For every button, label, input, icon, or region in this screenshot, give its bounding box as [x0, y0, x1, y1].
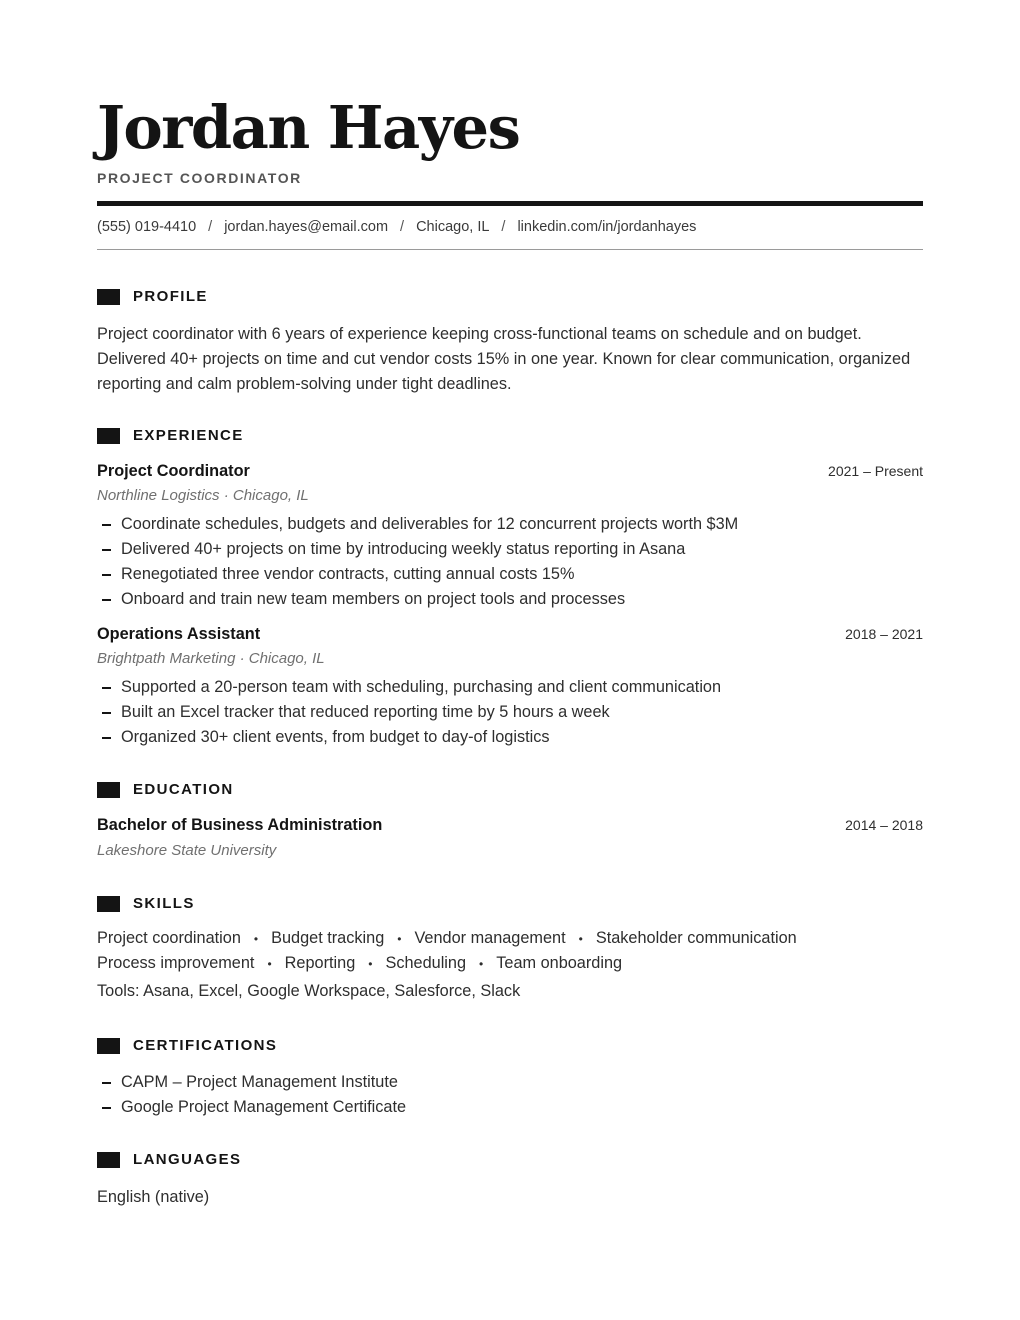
certification-list: [102, 1070, 406, 1120]
bullet-dot-icon: •: [397, 931, 402, 946]
dash-icon: [102, 687, 111, 689]
header-divider-thick: [97, 201, 923, 206]
profile-line: Delivered 40+ projects on time and cut vendor costs 15% in one year. Known for clear communication, organized: [97, 350, 911, 368]
candidate-name: Jordan Hayes: [97, 93, 520, 162]
dash-icon: [102, 549, 111, 551]
dash-icon: [102, 1082, 111, 1084]
bullet-item: Coordinate schedules, budgets and deliverables for 12 concurrent projects worth $3M: [102, 512, 738, 537]
certification-item: CAPM – Project Management Institute: [102, 1070, 406, 1095]
bullet-item: Onboard and train new team members on project tools and processes: [102, 587, 738, 612]
job-title: Project Coordinator: [97, 462, 250, 480]
skill-item: Vendor management: [414, 929, 566, 947]
school-name: Lakeshore State University: [97, 842, 277, 859]
contact-line: [97, 219, 923, 235]
contact-separator: /: [400, 219, 405, 235]
skills-row: [97, 929, 797, 948]
dash-icon: [102, 737, 111, 739]
profile-line: reporting and calm problem-solving under tight deadlines.: [97, 375, 512, 393]
education-dates: 2014 – 2018: [845, 817, 923, 833]
bullet-dot-icon: •: [578, 931, 583, 946]
languages-text: English (native): [97, 1188, 210, 1206]
section-marker: [97, 782, 120, 798]
contact-linkedin[interactable]: linkedin.com/in/jordanhayes: [517, 219, 697, 235]
section-heading-education: [97, 781, 234, 798]
bullet-dot-icon: •: [368, 956, 373, 971]
job-organization: Brightpath Marketing · Chicago, IL: [97, 650, 325, 667]
skill-item: Project coordination: [97, 929, 241, 947]
section-heading-profile: [97, 288, 208, 305]
section-marker: [97, 428, 120, 444]
job-organization: Northline Logistics · Chicago, IL: [97, 487, 309, 504]
job-header: [97, 625, 923, 644]
section-marker: [97, 1038, 120, 1054]
profile-line: Project coordinator with 6 years of experience keeping cross-functional teams on schedule and on budget.: [97, 325, 862, 343]
education-header: [97, 816, 923, 835]
skills-row: [97, 954, 622, 973]
contact-separator: /: [208, 219, 213, 235]
dash-icon: [102, 712, 111, 714]
certification-item: Google Project Management Certificate: [102, 1095, 406, 1120]
skills-tools: Tools: Asana, Excel, Google Workspace, Salesforce, Slack: [97, 982, 521, 1000]
section-marker: [97, 289, 120, 305]
job-dates: 2021 – Present: [828, 463, 923, 479]
bullet-item: Renegotiated three vendor contracts, cutting annual costs 15%: [102, 562, 738, 587]
skill-item: Scheduling: [385, 954, 467, 972]
section-marker: [97, 1152, 120, 1168]
dash-icon: [102, 1107, 111, 1109]
bullet-item: Supported a 20-person team with scheduling, purchasing and client communication: [102, 675, 721, 700]
header-divider-thin: [97, 249, 923, 250]
section-marker: [97, 896, 120, 912]
candidate-role: PROJECT COORDINATOR: [97, 170, 302, 186]
profile-summary: [97, 322, 923, 397]
bullet-item: Built an Excel tracker that reduced reporting time by 5 hours a week: [102, 700, 721, 725]
bullet-dot-icon: •: [479, 956, 484, 971]
section-heading-label: CERTIFICATIONS: [133, 1037, 278, 1054]
bullet-item: Delivered 40+ projects on time by introducing weekly status reporting in Asana: [102, 537, 738, 562]
bullet-item: Organized 30+ client events, from budget to day-of logistics: [102, 725, 721, 750]
section-heading-languages: [97, 1151, 241, 1168]
section-heading-label: SKILLS: [133, 895, 195, 912]
skill-item: Budget tracking: [271, 929, 385, 947]
dash-icon: [102, 599, 111, 601]
contact-location: Chicago, IL: [416, 219, 490, 235]
section-heading-experience: [97, 427, 244, 444]
section-heading-label: LANGUAGES: [133, 1151, 242, 1168]
job-bullets: [102, 675, 721, 750]
bullet-dot-icon: •: [267, 956, 272, 971]
section-heading-label: EDUCATION: [133, 781, 234, 798]
job-dates: 2018 – 2021: [845, 626, 923, 642]
skill-item: Team onboarding: [496, 954, 623, 972]
section-heading-label: PROFILE: [133, 288, 208, 305]
job-header: [97, 462, 923, 481]
contact-phone: (555) 019-4410: [97, 219, 197, 235]
degree-title: Bachelor of Business Administration: [97, 816, 383, 834]
dash-icon: [102, 524, 111, 526]
section-heading-skills: [97, 895, 195, 912]
job-title: Operations Assistant: [97, 625, 261, 643]
dash-icon: [102, 574, 111, 576]
skill-item: Stakeholder communication: [595, 929, 797, 947]
skill-item: Process improvement: [97, 954, 255, 972]
bullet-dot-icon: •: [253, 931, 259, 946]
contact-email[interactable]: jordan.hayes@email.com: [224, 219, 389, 235]
section-heading-certifications: [97, 1037, 277, 1054]
section-heading-label: EXPERIENCE: [133, 427, 244, 444]
contact-separator: /: [501, 219, 506, 235]
job-bullets: [102, 512, 738, 612]
skill-item: Reporting: [284, 954, 356, 972]
